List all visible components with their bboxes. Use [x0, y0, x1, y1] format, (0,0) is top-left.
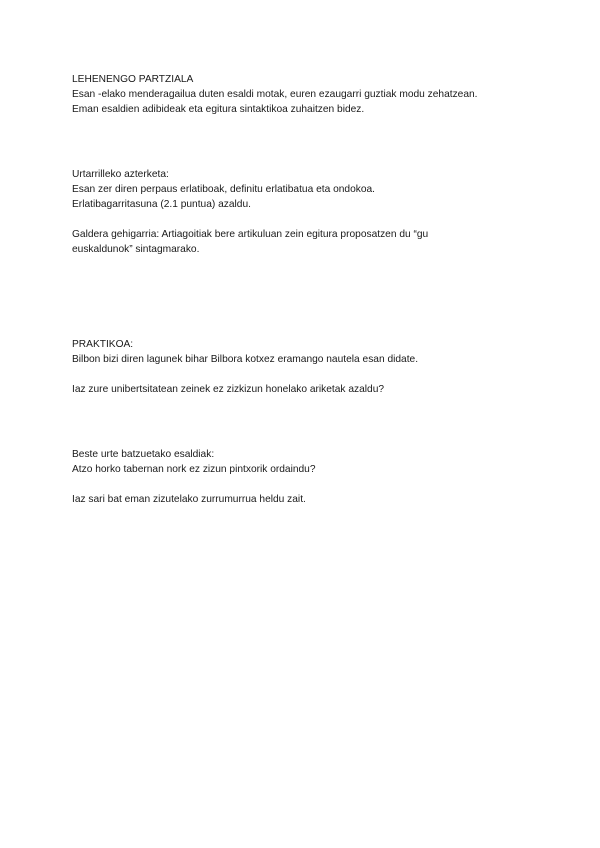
paragraph-line: Erlatibagarritasuna (2.1 puntua) azaldu.	[72, 199, 251, 210]
section-heading: LEHENENGO PARTZIALA	[72, 74, 194, 85]
spacer	[72, 307, 532, 337]
section-beste-urte-batzuetako-esaldiak	[72, 447, 532, 507]
paragraph-line: Atzo horko tabernan nork ez zizun pintxorik ordaindu?	[72, 464, 316, 475]
paragraph-line: euskaldunok” sintagmarako.	[72, 244, 200, 255]
paragraph-line: Bilbon bizi diren lagunek bihar Bilbora kotxez eramango nautela esan didate.	[72, 354, 419, 365]
paragraph-line: Iaz zure unibertsitatean zeinek ez zizkizun honelako ariketak azaldu?	[72, 384, 385, 395]
section-praktikoa	[72, 337, 532, 397]
spacer	[72, 367, 532, 382]
spacer	[72, 257, 532, 307]
paragraph-line: Esan -elako menderagailua duten esaldi motak, euren ezaugarri guztiak modu zehatzean.	[72, 89, 478, 100]
spacer	[72, 477, 532, 492]
section-heading: PRAKTIKOA:	[72, 339, 134, 350]
paragraph-line: Eman esaldien adibideak eta egitura sintaktikoa zuhaitzen bidez.	[72, 104, 365, 115]
section-lehenengo-partziala	[72, 72, 532, 117]
section-urtarrilleko-azterketa	[72, 167, 532, 257]
spacer	[72, 212, 532, 227]
document-body	[72, 72, 532, 507]
spacer	[72, 117, 532, 167]
spacer	[72, 397, 532, 447]
paragraph-line: Esan zer diren perpaus erlatiboak, definitu erlatibatua eta ondokoa.	[72, 184, 375, 195]
section-heading: Beste urte batzuetako esaldiak:	[72, 449, 215, 460]
paragraph-line: Galdera gehigarria: Artiagoitiak bere artikuluan zein egitura proposatzen du “gu	[72, 229, 429, 240]
section-heading: Urtarrilleko azterketa:	[72, 169, 169, 180]
paragraph-line: Iaz sari bat eman zizutelako zurrumurrua heldu zait.	[72, 494, 306, 505]
